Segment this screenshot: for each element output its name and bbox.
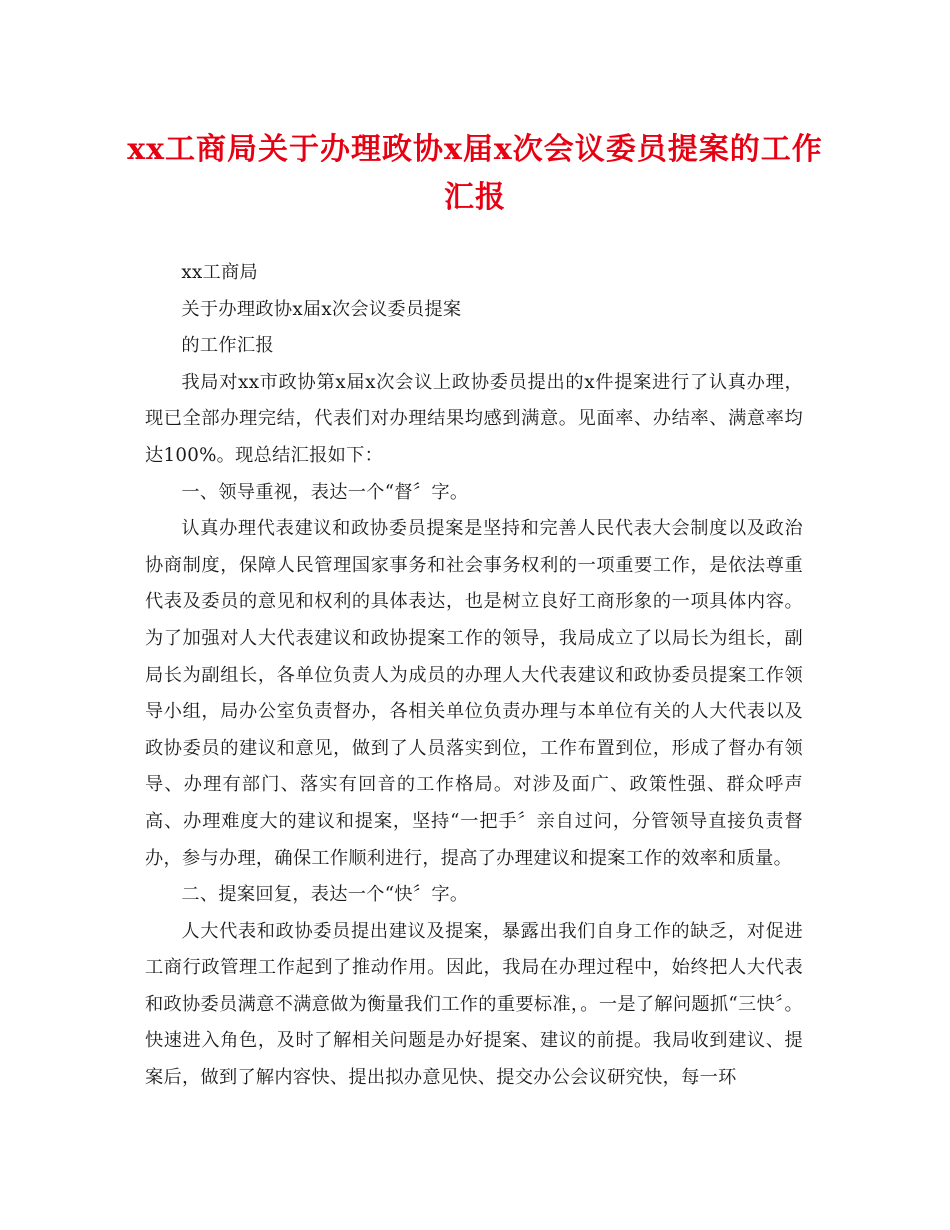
- title-line-1: xx工商局关于办理政协x届x次会议委员提案的工作: [127, 132, 823, 167]
- subject-line-continued: 的工作汇报: [181, 335, 274, 357]
- document-title: [120, 126, 830, 222]
- section-heading-2: 二、提案回复，表达一个“快〞字。: [181, 884, 469, 906]
- document-body: [145, 255, 803, 1097]
- title-line-2: 汇报: [444, 180, 506, 215]
- section-1-paragraph: 认真办理代表建议和政协委员提案是坚持和完善人民代表大会制度以及政治协商制度，保障人民管理国家事务和社会事务权利的一项重要工作，是依法尊重代表及委员的意见和权利的具体表达，也是树立良好工商形象的一项具体内容。为了加强对人大代表建议和政协提案工作的领导，我局成立了以局长为组长，副局长为副组长，各单位负责人为成员的办理人大代表建议和政协委员提案工作领导小组，局办公室负责督办，各相关单位负责办理与本单位有关的人大代表以及政协委员的建议和意见，做到了人员落实到位，工作布置到位，形成了督办有领导、办理有部门、落实有回音的工作格局。对涉及面广、政策性强、群众呼声高、办理难度大的建议和提案，坚持“一把手〞亲自过问，分管领导直接负责督办，参与办理，确保工作顺利进行，提高了办理建议和提案工作的效率和质量。: [145, 518, 803, 869]
- org-name-line: xx工商局: [181, 262, 258, 283]
- section-heading-1: 一、领导重视，表达一个“督〞字。: [181, 481, 469, 503]
- section-2-paragraph: 人大代表和政协委员提出建议及提案，暴露出我们自身工作的缺乏，对促进工商行政管理工作起到了推动作用。因此，我局在办理过程中，始终把人大代表和政协委员满意不满意做为衡量我们工作的重要标准，。一是了解问题抓“三快〞。快速进入角色，及时了解相关问题是办好提案、建议的前提。我局收到建议、提案后，做到了解内容快、提出拟办意见快、提交办公会议研究快，每一环: [145, 920, 803, 1089]
- subject-line: 关于办理政协x届x次会议委员提案: [181, 298, 462, 320]
- intro-paragraph: 我局对xx市政协第x届x次会议上政协委员提出的x件提案进行了认真办理，现已全部办理完结，代表们对办理结果均感到满意。见面率、办结率、满意率均达100%。现总结汇报如下：: [145, 371, 803, 466]
